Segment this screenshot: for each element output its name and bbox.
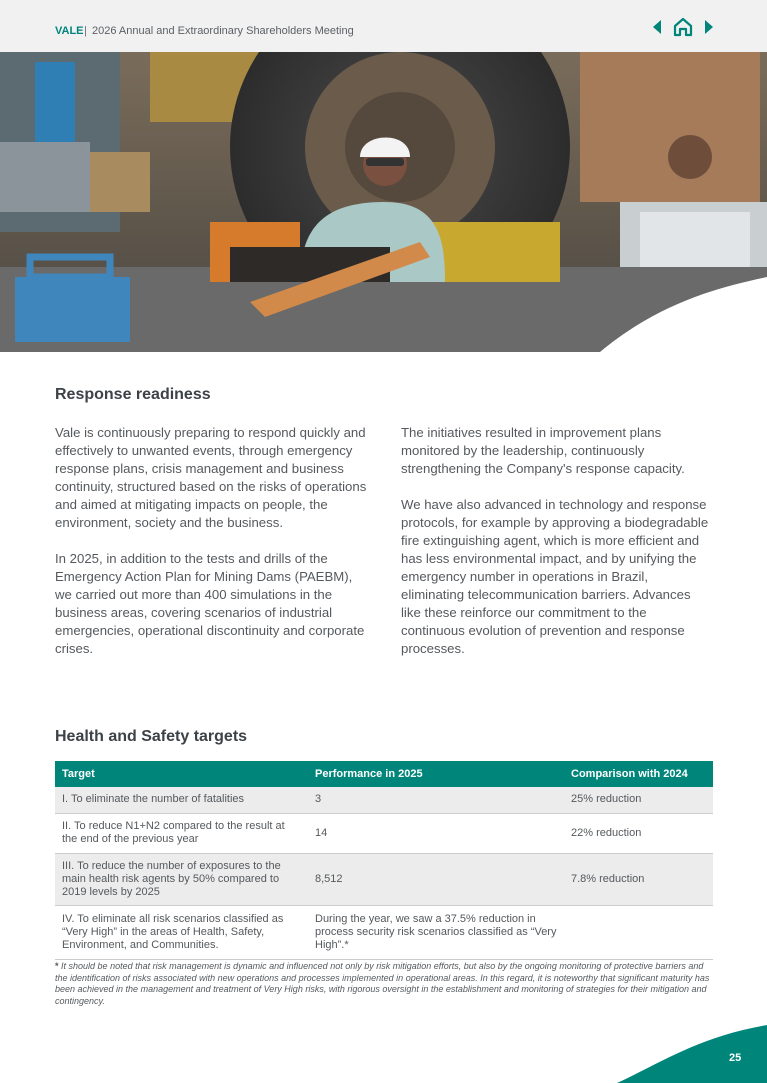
footnote-text: It should be noted that risk management is dynamic and influenced not only by risk mitigation efforts, but also by the ongoing monitoring of protective barriers and the identification of risks associated with new operations and processes implemented in operational areas. In this regard, it is noteworthy that significant maturity has been achieved in the management and treatment of Very High risks, with rigorous oversight in the establishment and monitoring of strategies for their mitigation and contingency. (55, 961, 710, 1006)
document-title: 2026 Annual and Extraordinary Shareholders Meeting (92, 25, 354, 37)
cell-performance: 3 (308, 787, 564, 813)
response-left-column (55, 424, 367, 676)
cell-comparison (564, 905, 713, 959)
cell-performance: 14 (308, 813, 564, 853)
cell-comparison: 22% reduction (564, 813, 713, 853)
home-icon (672, 16, 694, 38)
cell-performance: 8,512 (308, 853, 564, 905)
section-title-response-readiness: Response readiness (55, 386, 211, 403)
home-button[interactable] (670, 14, 696, 40)
hero-photo (0, 52, 767, 352)
cell-target: II. To reduce N1+N2 compared to the result at the end of the previous year (55, 813, 308, 853)
table-row (55, 813, 713, 853)
table-row (55, 853, 713, 905)
table-row (55, 905, 713, 959)
paragraph: Vale is continuously preparing to respond quickly and effectively to unwanted events, through emergency response plans, crisis management and business continuity, structured based on the risks of operations and aimed at mitigating impacts on people, the environment, society and the business. (55, 425, 367, 530)
paragraph: The initiatives resulted in improvement plans monitored by the leadership, continuously strengthening the Company's response capacity. (401, 425, 685, 476)
previous-page-button[interactable] (648, 14, 666, 40)
column-header-target: Target (55, 761, 308, 787)
section-title-health-safety-targets: Health and Safety targets (55, 728, 248, 745)
photo-worker-in-workshop-icon (0, 52, 767, 352)
brand-separator: | (84, 25, 87, 37)
table-row (55, 787, 713, 813)
column-header-performance: Performance in 2025 (308, 761, 564, 787)
cell-performance: During the year, we saw a 37.5% reduction in process security risk scenarios classified as “Very High”.* (308, 905, 564, 959)
cell-target: III. To reduce the number of exposures to the main health risk agents by 50% compared to 2019 levels by 2025 (55, 853, 308, 905)
chevron-left-icon (651, 19, 663, 35)
cell-target: I. To eliminate the number of fatalities (55, 787, 308, 813)
table-footnote (55, 961, 711, 1007)
page-number: 25 (729, 1052, 742, 1064)
footnote-mark: * (55, 961, 59, 971)
paragraph: In 2025, in addition to the tests and drills of the Emergency Action Plan for Mining Dams (PAEBM), we carried out more than 400 simulations in the business areas, covering scenarios of industrial emergencies, operational discontinuity and corporate crises. (55, 551, 365, 656)
page-corner-swoosh (617, 1025, 767, 1083)
paragraph: We have also advanced in technology and response protocols, for example by approving a biodegradable fire extinguishing agent, which is more efficient and has less environmental impact, and by unifying the emergency number in operations in Brazil, eliminating telecommunication barriers. Advances like these reinforce our commitment to the continuous evolution of prevention and response processes. (401, 497, 709, 656)
cell-comparison: 25% reduction (564, 787, 713, 813)
column-header-comparison: Comparison with 2024 (564, 761, 713, 787)
chevron-right-icon (703, 19, 715, 35)
cell-target: IV. To eliminate all risk scenarios classified as “Very High” in the areas of Health, Safety, Environment, and Communities. (55, 905, 308, 959)
cell-comparison: 7.8% reduction (564, 853, 713, 905)
targets-table (55, 761, 713, 960)
next-page-button[interactable] (700, 14, 718, 40)
table-header-row (55, 761, 713, 787)
brand-logo-text: VALE (55, 25, 84, 37)
response-right-column (401, 424, 711, 676)
